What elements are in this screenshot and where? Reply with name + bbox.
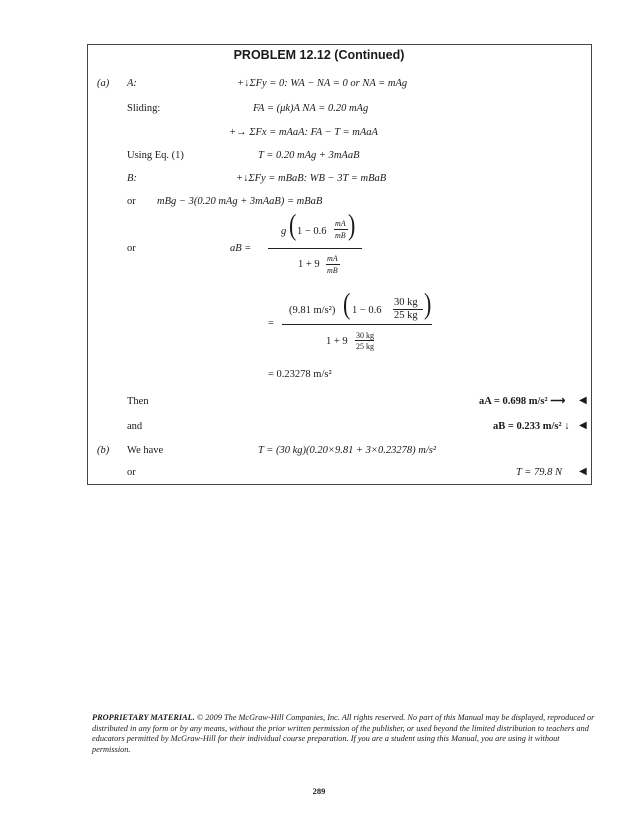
using-eq-label: Using Eq. (1) xyxy=(127,150,184,161)
frac2-den-line xyxy=(355,340,374,341)
frac1-paren-right: ) xyxy=(348,207,356,242)
sliding-label: Sliding: xyxy=(127,103,161,114)
body-b-label: B: xyxy=(127,173,137,184)
answer-T: T = 79.8 N xyxy=(516,467,562,478)
part-a-label: (a) xyxy=(97,78,110,89)
frac1-mA: mA xyxy=(335,219,346,228)
footer-text: © 2009 The McGraw-Hill Companies, Inc. All rights reserved. No part of this Manual may be displayed, reproduced or distributed in any form or by any means, without the prior written permission of the publisher, or used beyond the limited distribution to teachers and educators permitted by McGraw-Hill for their individual course preparation. If you are a student using this Manual, you are using it without permission. xyxy=(92,713,595,754)
frac2-den-top: 30 kg xyxy=(356,331,374,340)
frac2-den: 1 + 9 xyxy=(326,336,348,347)
copyright-footer xyxy=(92,713,597,755)
page-title: PROBLEM 12.12 (Continued) xyxy=(233,48,405,62)
then-label: Then xyxy=(127,396,149,407)
frac1-den: 1 + 9 xyxy=(298,259,320,270)
equation-a4: T = 0.20 mAg + 3mAaB xyxy=(258,150,360,161)
result-aB: = 0.23278 m/s² xyxy=(268,369,332,380)
frac2-kg-bot: 25 kg xyxy=(394,310,418,321)
equation-T: T = (30 kg)(0.20×9.81 + 3×0.23278) m/s² xyxy=(258,445,436,456)
frac2-paren-left: ( xyxy=(343,286,351,321)
frac1-num-inner: 1 − 0.6 xyxy=(297,226,327,237)
equation-a3: +→ ΣFx = mAaA: FA − T = mAaA xyxy=(229,127,378,138)
frac1-main-line xyxy=(268,248,362,249)
frac2-kg-top: 30 kg xyxy=(394,297,418,308)
frac2-num-inner: 1 − 0.6 xyxy=(352,305,382,316)
answer-aB: aB = 0.233 m/s² ↓ xyxy=(493,421,570,432)
body-a-label: A: xyxy=(127,78,137,89)
equation-b1: +↓ΣFy = mBaB: WB − 3T = mBaB xyxy=(236,173,387,184)
aB-lhs: aB = xyxy=(230,243,252,254)
answer-marker-1: ◀ xyxy=(579,395,587,406)
answer-marker-2: ◀ xyxy=(579,420,587,431)
we-have-label: We have xyxy=(127,445,164,456)
or-label-1: or xyxy=(127,196,136,207)
frac1-den-line xyxy=(326,264,340,265)
equation-a2: FA = (μk)A NA = 0.20 mAg xyxy=(253,103,369,114)
part-b-label: (b) xyxy=(97,445,110,456)
footer-label: PROPRIETARY MATERIAL. xyxy=(92,713,195,722)
frac1-den-mA: mA xyxy=(327,254,338,263)
frac1-paren-left: ( xyxy=(289,207,297,242)
answer-marker-3: ◀ xyxy=(579,466,587,477)
equation-a1: +↓ΣFy = 0: WA − NA = 0 or NA = mAg xyxy=(237,78,408,89)
frac1-mB: mB xyxy=(335,231,346,240)
page-number: 289 xyxy=(312,786,326,796)
or-label-3: or xyxy=(127,467,136,478)
frac2-main-line xyxy=(282,324,432,325)
frac2-den-bot: 25 kg xyxy=(356,342,374,351)
frac2-num-g: (9.81 m/s²) xyxy=(289,305,336,316)
frac1-inner-line xyxy=(334,229,348,230)
equation-b2: mBg − 3(0.20 mAg + 3mAaB) = mBaB xyxy=(157,196,323,207)
frac1-num-g: g xyxy=(281,226,287,237)
frac1-den-mB: mB xyxy=(327,266,338,275)
frac2-paren-right: ) xyxy=(424,286,432,321)
answer-aA: aA = 0.698 m/s² ⟶ xyxy=(479,396,566,407)
or-label-2: or xyxy=(127,243,136,254)
frac2-equals: = xyxy=(268,318,274,329)
and-label: and xyxy=(127,421,143,432)
